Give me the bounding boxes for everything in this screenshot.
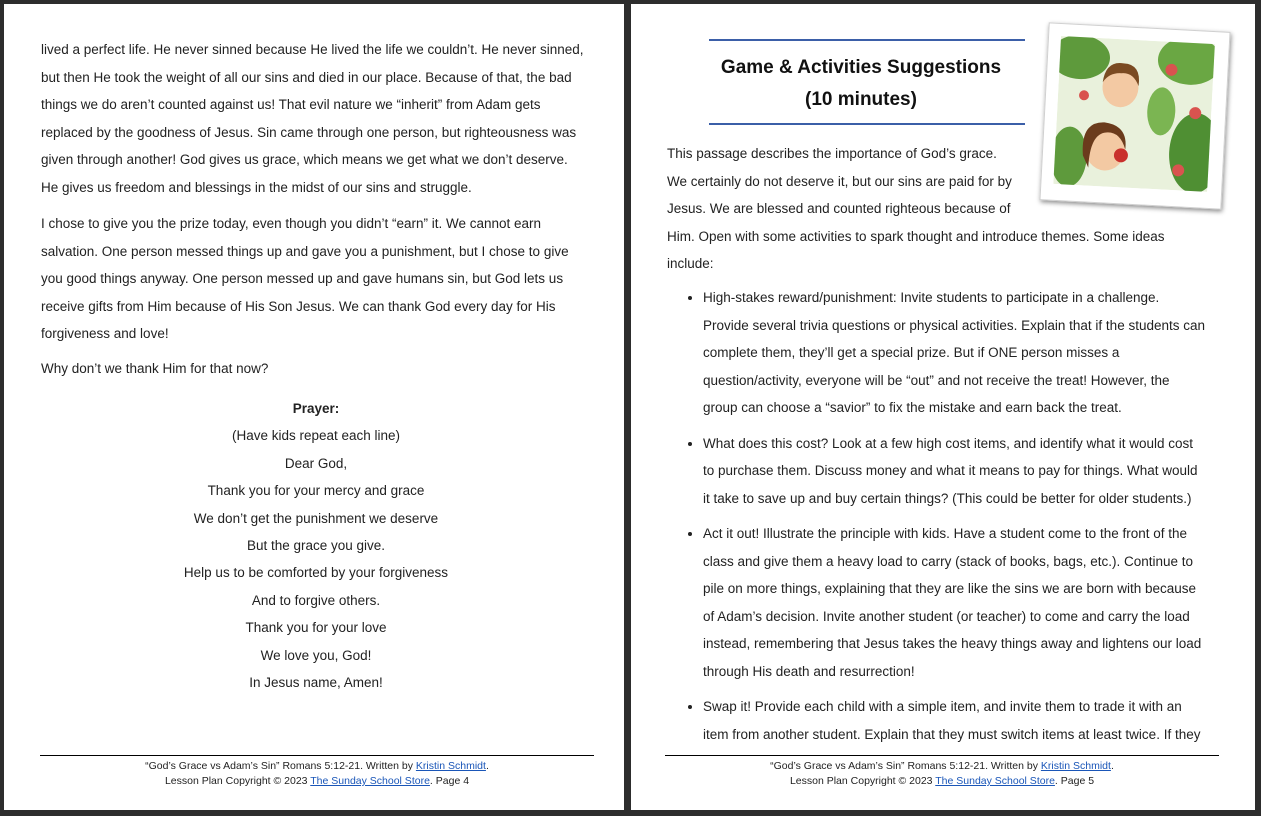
text-line: but then He took the weight of all our sins and died in our place. Because of that, the bad: [41, 69, 572, 85]
text-line: • Act it out! Illustrate the principle with kids. Have a student come to the front of the: [703, 526, 1187, 541]
text-line: instead, remembering that Jesus takes the heavy things away and lightens our load: [703, 636, 1202, 651]
text-line: Jesus. We are blessed and counted righteous because of: [667, 201, 1011, 216]
prayer-line: Thank you for your mercy and grace: [207, 483, 425, 499]
text-line: group can choose a “savior” to fix the mistake and earn back the treat.: [703, 400, 1122, 415]
footer-line-2: [40, 774, 594, 789]
activity-item-reward-punishment: [703, 284, 1261, 422]
text-line: you good things anyway. One person messed up and gave humans sin, but God lets us: [41, 271, 564, 286]
prayer-title: Prayer:: [292, 401, 340, 416]
paragraph-thank: Why don’t we thank Him for that now?: [41, 361, 269, 376]
activity-item-act-it-out: [703, 520, 1261, 685]
prayer-line: (Have kids repeat each line): [231, 428, 401, 444]
footer-credit-text: “God’s Grace vs Adam’s Sin” Romans 5:12-21. Written by: [145, 760, 416, 772]
text-line: Provide several trivia questions or physical activities. Explain that if the students can: [703, 317, 1205, 333]
store-link[interactable]: The Sunday School Store: [310, 775, 430, 787]
text-line: Him. Open with some activities to spark thought and introduce themes. Some ideas: [667, 228, 1165, 244]
text-line: to purchase them. Discuss money and what it means to pay for things. What would: [703, 463, 1198, 478]
page-number: . Page 4: [429, 775, 470, 787]
text-line: pile on more things, explaining that they are like the sins we are born with because: [703, 581, 1197, 596]
activity-list: [667, 284, 1261, 756]
prayer-line: Thank you for your love: [245, 620, 387, 636]
page-5: [631, 4, 1255, 810]
prayer-line: We don’t get the punishment we deserve: [193, 510, 439, 526]
activity-item-swap-it: [703, 693, 1261, 748]
paragraph-grace: [41, 36, 601, 201]
footer: [665, 759, 1219, 789]
prayer-line: Help us to be comforted by your forgiveness: [183, 565, 449, 581]
prayer-line: But the grace you give.: [246, 538, 386, 554]
footer-divider: [40, 755, 594, 756]
text-line: • Swap it! Provide each child with a simple item, and invite them to trade it with an: [703, 699, 1182, 714]
text-line: class and give them a heavy load to carry (stack of books, bags, etc.). Continue to: [703, 553, 1194, 569]
prayer-line: In Jesus name, Amen!: [249, 675, 383, 691]
footer: [40, 759, 594, 789]
prayer-line: And to forgive others.: [251, 592, 381, 608]
footer-line-2: [665, 774, 1219, 789]
text-line: salvation. One person messed things up and gave you a punishment, but I chose to give: [41, 243, 569, 259]
text-line: We certainly do not deserve it, but our sins are paid for by: [667, 173, 1012, 189]
prayer-line: Dear God,: [284, 455, 348, 471]
text-line: • High-stakes reward/punishment: Invite students to participate in a challenge.: [703, 290, 1160, 305]
text-line: I chose to give you the prize today, even though you didn’t “earn” it. We cannot earn: [41, 216, 542, 231]
section-title-line: Game & Activities Suggestions: [720, 57, 1002, 78]
footer-line-1: [40, 759, 594, 774]
text-line: • What does this cost? Look at a few high cost items, and identify what it would cost: [703, 435, 1194, 451]
text-line: He gives us freedom and blessings in the midst of our sins and struggle.: [41, 179, 472, 195]
text-line: it take to save up and buy certain things? (This could be better for older students.): [703, 490, 1192, 506]
footer-punct: .: [485, 760, 489, 772]
prayer-block: [28, 395, 604, 696]
store-link[interactable]: The Sunday School Store: [935, 775, 1055, 787]
text-line: include:: [667, 256, 714, 271]
text-line: things we do aren’t counted against us! That evil nature we “inherit” from Adam gets: [41, 97, 541, 112]
page-number: . Page 5: [1054, 775, 1095, 787]
text-line: of Adam’s decision. Invite another student (or teacher) to come and carry the load: [703, 608, 1190, 624]
page-4: [4, 4, 624, 810]
footer-copyright-text: Lesson Plan Copyright © 2023: [164, 775, 311, 787]
intro-paragraph: [667, 140, 1227, 278]
text-line: question/activity, everyone will be “out” and not receive the treat! However, the: [703, 372, 1170, 388]
title-rule-bottom: [709, 123, 1025, 125]
footer-punct: .: [1110, 760, 1114, 772]
footer-copyright-text: Lesson Plan Copyright © 2023: [789, 775, 936, 787]
author-link[interactable]: Kristin Schmidt: [415, 760, 486, 772]
paragraph-prize: [41, 210, 601, 348]
section-title: [691, 52, 1031, 116]
section-title-duration: (10 minutes): [805, 89, 917, 110]
text-line: This passage describes the importance of God’s grace.: [667, 146, 997, 161]
text-line: complete them, they’ll get a special prize. But if ONE person misses a: [703, 345, 1120, 360]
text-line: lived a perfect life. He never sinned because He lived the life we couldn’t. He never sinned,: [41, 42, 584, 57]
footer-credit-text: “God’s Grace vs Adam’s Sin” Romans 5:12-21. Written by: [770, 760, 1041, 772]
title-rule-top: [709, 39, 1025, 41]
text-line: given through another! God gives us grace, which means we get what we don’t deserve.: [41, 152, 568, 167]
text-line: forgiveness and love!: [41, 326, 169, 341]
activity-item-cost: [703, 430, 1261, 513]
text-line: receive gifts from Him because of His Son Jesus. We can thank God every day for His: [41, 298, 556, 314]
footer-line-1: [665, 759, 1219, 774]
footer-divider: [665, 755, 1219, 756]
author-link[interactable]: Kristin Schmidt: [1040, 760, 1111, 772]
text-line: through His death and resurrection!: [703, 663, 915, 679]
text-line: item from another student. Explain that they must switch items at least twice. If they: [703, 726, 1201, 742]
text-line: replaced by the goodness of Jesus. Sin came through one person, but righteousness was: [41, 124, 577, 140]
prayer-line: We love you, God!: [260, 647, 372, 663]
